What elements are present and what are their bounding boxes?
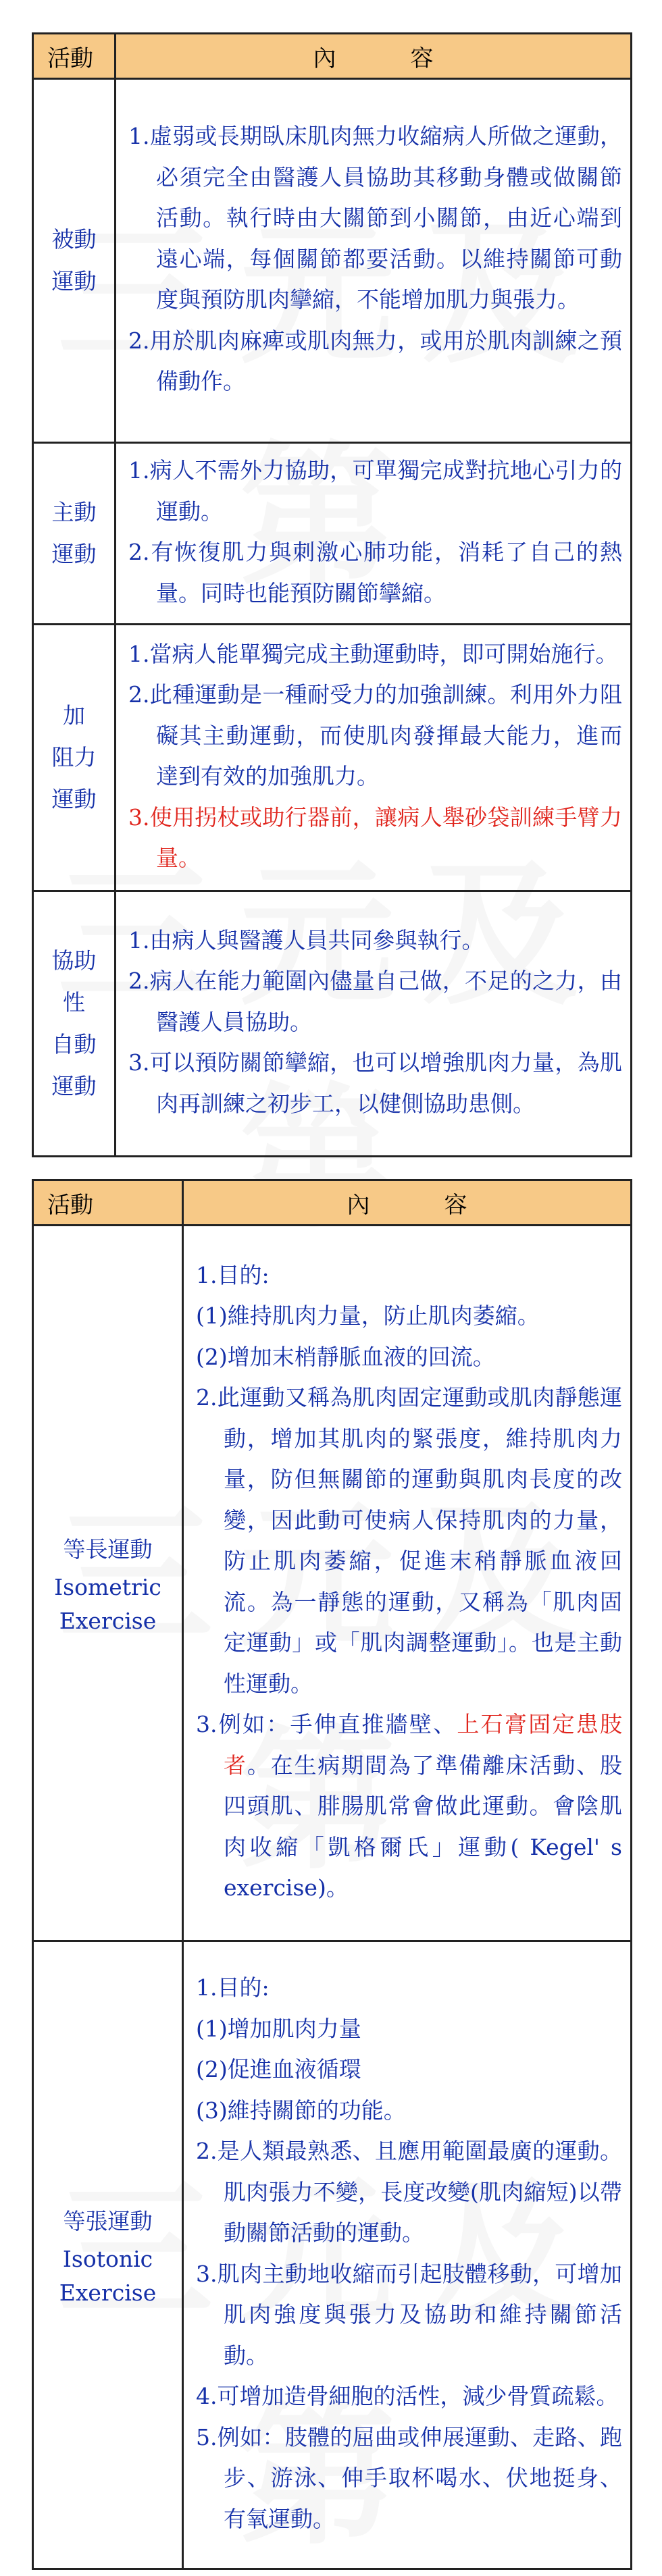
list-item: 1.由病人與醫護人員共同參與執行。 <box>128 926 484 953</box>
list-item: 3.例如：手伸直推牆壁、上石膏固定患肢者。在生病期間為了準備離床活動、股四頭肌、腓腸肌常會做此運動。會陰肌肉收縮「凱格爾氏」運動( Kegel' s exercise)。 <box>196 1711 622 1901</box>
header-content: 內 容 <box>116 34 632 79</box>
list-item: 1.當病人能單獨完成主動運動時，即可開始施行。 <box>128 640 618 667</box>
table-header <box>33 34 632 79</box>
activity-content <box>116 891 632 1157</box>
list-item: 5.例如：肢體的屈曲或伸展運動、走路、跑步、游泳、伸手取杯喝水、伏地挺身、有氧運動。 <box>196 2423 622 2532</box>
exercise-types-table <box>32 32 632 1157</box>
table-row <box>33 443 632 625</box>
list-item: 2.病人在能力範圍內儘量自己做，不足的之力，由醫護人員協助。 <box>128 968 622 1035</box>
activity-content <box>116 625 632 891</box>
activity-content <box>116 443 632 625</box>
list-item: 1.虛弱或長期臥床肌肉無力收縮病人所做之運動，必須完全由醫護人員協助其移動身體或做關節活動。執行時由大關節到小關節，由近心端到遠心端，每個關節都要活動。以維持關節可動度與預防肌肉攣縮，不能增加肌力與張力。 <box>128 123 622 313</box>
list-item: (3)維持關節的功能。 <box>196 2097 406 2124</box>
table-header <box>33 1180 632 1226</box>
activity-name: 協助 性 自動 運動 <box>33 891 116 1157</box>
header-activity: 活動 <box>33 34 116 79</box>
purpose-title: 1.目的: <box>196 1261 270 1288</box>
list-item: 2.此運動又稱為肌肉固定運動或肌肉靜態運動，增加其肌肉的緊張度，維持肌肉力量，防但無關節的運動與肌肉長度的改變，因此動可使病人保持肌肉的力量，防止肌肉萎縮，促進末稍靜脈血液回流。為一靜態的運動，又稱為「肌肉固定運動」或「肌肉調整運動」。也是主動性運動。 <box>196 1384 622 1697</box>
list-item: (2)增加末梢靜脈血液的回流。 <box>196 1343 495 1370</box>
activity-name: 主動 運動 <box>33 443 116 625</box>
activity-name: 加 阻力 運動 <box>33 625 116 891</box>
list-item: (1)增加肌肉力量 <box>196 2015 361 2042</box>
list-item: 2.有恢復肌力與刺激心肺功能，消耗了自己的熱量。同時也能預防關節攣縮。 <box>128 539 622 606</box>
activity-content <box>183 1226 632 1941</box>
table-row <box>33 891 632 1157</box>
list-item-highlight: 3.使用拐杖或助行器前，讓病人舉砂袋訓練手臂力量。 <box>128 804 622 871</box>
list-item: 2.是人類最熟悉、且應用範圍最廣的運動。肌肉張力不變，長度改變(肌肉縮短)以帶動關節活動的運動。 <box>196 2138 622 2246</box>
list-item: (2)促進血液循環 <box>196 2056 361 2082</box>
table-row <box>33 1226 632 1941</box>
purpose-title: 1.目的: <box>196 1974 270 2001</box>
isometric-isotonic-table <box>32 1179 632 2570</box>
list-item: 4.可增加造骨細胞的活性，減少骨質疏鬆。 <box>196 2383 619 2409</box>
activity-content <box>116 79 632 443</box>
table-row <box>33 1941 632 2569</box>
activity-name: 等長運動 Isometric Exercise <box>33 1226 183 1941</box>
header-content: 內 容 <box>183 1180 632 1226</box>
table-row <box>33 625 632 891</box>
list-item: 1.病人不需外力協助，可單獨完成對抗地心引力的運動。 <box>128 457 622 525</box>
table-row <box>33 79 632 443</box>
header-activity: 活動 <box>33 1180 183 1226</box>
list-item: 2.此種運動是一種耐受力的加強訓練。利用外力阻礙其主動運動，而使肌肉發揮最大能力，進而達到有效的加強肌力。 <box>128 681 622 789</box>
list-item: 2.用於肌肉麻痺或肌肉無力，或用於肌肉訓練之預備動作。 <box>128 327 622 395</box>
list-item: 3.可以預防關節攣縮，也可以增強肌肉力量，為肌肉再訓練之初步工，以健側協助患側。 <box>128 1049 622 1117</box>
list-item: 3.肌肉主動地收縮而引起肢體移動，可增加肌肉強度與張力及協助和維持關節活動。 <box>196 2260 622 2369</box>
activity-name: 等張運動 Isotonic Exercise <box>33 1941 183 2569</box>
list-item: (1)維持肌肉力量，防止肌肉萎縮。 <box>196 1303 540 1329</box>
activity-name: 被動 運動 <box>33 79 116 443</box>
activity-content <box>183 1941 632 2569</box>
